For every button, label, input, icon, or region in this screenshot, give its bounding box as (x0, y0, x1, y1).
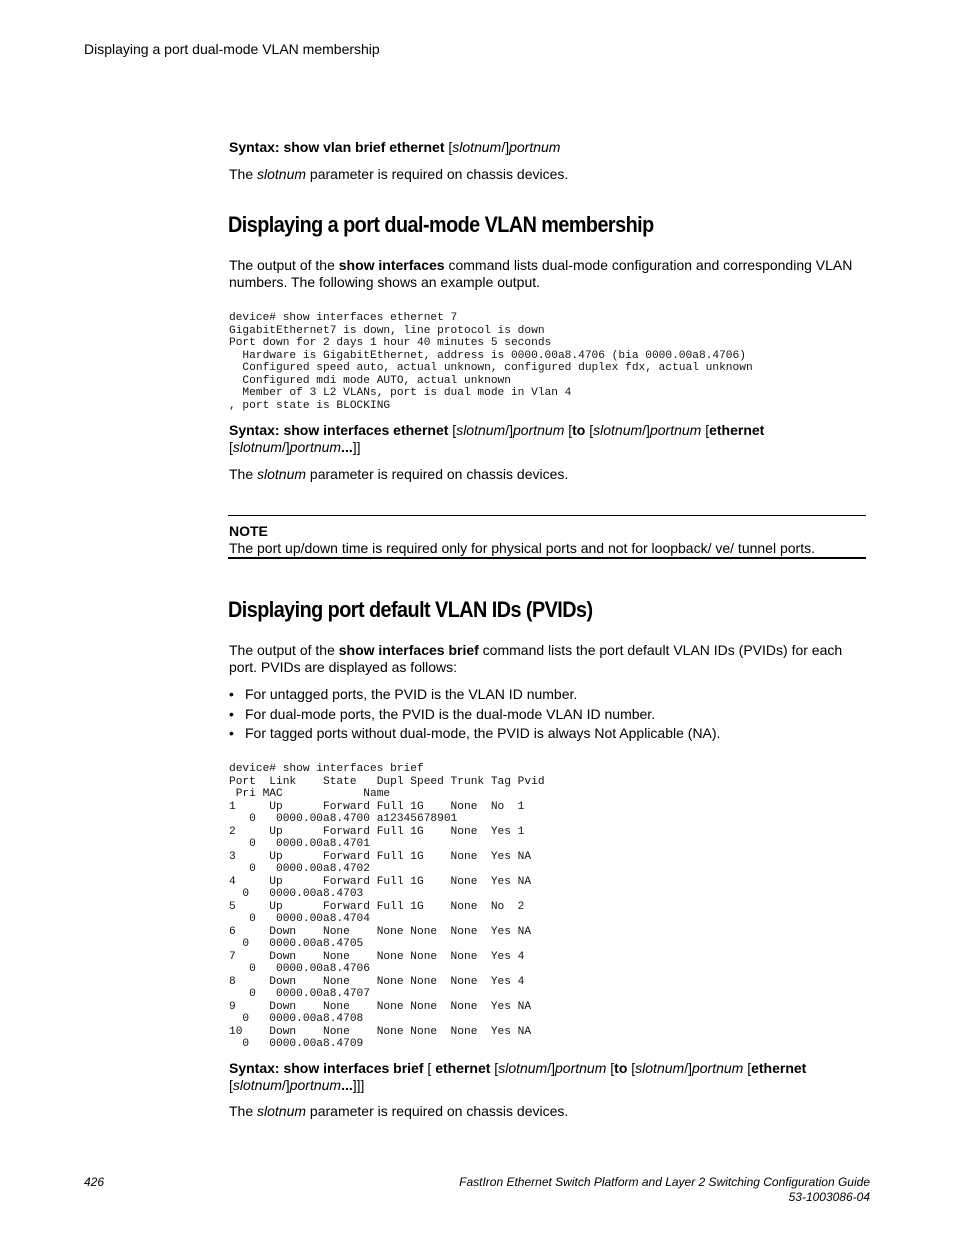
syntax-bracket: ]]] (352, 1077, 365, 1093)
text: The output of the (229, 257, 339, 273)
syntax-ellipsis: ... (341, 439, 353, 455)
doc-number: 53-1003086-04 (788, 1190, 870, 1204)
list-item-text: For dual-mode ports, the PVID is the dual-mode VLAN ID number. (245, 705, 656, 722)
syntax-param: portnum (691, 1060, 744, 1076)
text: The (229, 466, 258, 482)
syntax-keyword: ethernet (751, 1060, 807, 1076)
section-heading-pvids: Displaying port default VLAN IDs (PVIDs) (228, 597, 593, 622)
syntax-bracket: /] (281, 1077, 290, 1093)
param-name: slotnum (257, 166, 307, 182)
syntax-param: portnum (513, 422, 565, 438)
syntax-bracket: [ (229, 439, 233, 455)
syntax-command: Syntax: show vlan brief ethernet (229, 139, 445, 155)
running-header: Displaying a port dual-mode VLAN membership (84, 41, 380, 57)
syntax-bracket: [ (229, 1077, 233, 1093)
code-example-show-interfaces-ethernet: device# show interfaces ethernet 7 GigabitEthernet7 is down, line protocol is down Port down for 2 days 1 hour 40 minutes 5 seconds Hardware is GigabitEthernet, address is 0000.00a8.4706 (bia 0000.00a8.4706) Configured speed auto, actual unknown, configured duplex fdx, actual unknown Configured mdi mode AUTO, actual unknown Member of 3 L2 VLANs, port is dual mode in Vlan 4 , port state is BLOCKING (229, 312, 753, 412)
syntax-param: slotnum (452, 139, 502, 155)
syntax-keyword: ethernet (435, 1060, 491, 1076)
syntax-param: portnum (649, 422, 702, 438)
syntax-bracket: [ (444, 139, 453, 155)
text: The (229, 1103, 258, 1119)
syntax-bracket: [ (490, 1060, 499, 1076)
syntax-bracket: [ (701, 422, 710, 438)
slotnum-note-paragraph (229, 166, 869, 183)
syntax-bracket: [ (627, 1060, 636, 1076)
syntax-param: slotnum (593, 422, 643, 438)
bullet-icon: • (229, 725, 234, 741)
page-number: 426 (84, 1175, 105, 1189)
section2-intro (229, 642, 869, 676)
section1-intro (229, 257, 869, 291)
syntax-show-interfaces-ethernet (229, 422, 869, 456)
syntax-param: slotnum (498, 1060, 548, 1076)
syntax-param: portnum (555, 1060, 607, 1076)
syntax-param: slotnum (456, 422, 506, 438)
note-title: NOTE (229, 523, 268, 539)
section-heading-dual-mode: Displaying a port dual-mode VLAN membership (228, 212, 654, 237)
syntax-param: slotnum (635, 1060, 685, 1076)
syntax-param: portnum (509, 139, 561, 155)
note-top-rule (228, 515, 866, 516)
syntax-keyword: ethernet (709, 422, 765, 438)
syntax-bracket: /] (547, 1060, 556, 1076)
syntax-keyword: to (614, 1060, 628, 1076)
bullet-icon: • (229, 686, 234, 702)
syntax-bracket: [ (743, 1060, 752, 1076)
syntax-bracket: ]] (352, 439, 361, 455)
syntax-command: Syntax: show interfaces brief (229, 1060, 424, 1076)
text: command lists the port default VLAN IDs (PVIDs) for each port. PVIDs are displayed as follows: (229, 642, 843, 675)
text: parameter is required on chassis devices. (306, 466, 569, 482)
syntax-param: portnum (289, 1077, 342, 1093)
syntax-bracket: [ (585, 422, 594, 438)
syntax-bracket: /] (642, 422, 650, 438)
syntax-bracket: /] (501, 139, 510, 155)
list-item (229, 706, 869, 726)
syntax-bracket: /] (505, 422, 513, 438)
syntax-bracket: [ (423, 1060, 436, 1076)
text: parameter is required on chassis devices. (306, 1103, 569, 1119)
command-name: show interfaces (338, 257, 445, 273)
syntax-command: Syntax: show interfaces ethernet (229, 422, 449, 438)
text: The (229, 166, 258, 182)
slotnum-note-paragraph (229, 466, 869, 483)
note-text: The port up/down time is required only for physical ports and not for loopback/ ve/ tunnel ports. (229, 540, 815, 556)
syntax-param: slotnum (232, 1077, 282, 1093)
text: parameter is required on chassis devices. (306, 166, 569, 182)
list-item-text: For tagged ports without dual-mode, the PVID is always Not Applicable (NA). (245, 725, 721, 741)
note-bottom-rule (228, 557, 866, 559)
book-title: FastIron Ethernet Switch Platform and Layer 2 Switching Configuration Guide (459, 1175, 870, 1189)
syntax-bracket: [ (564, 422, 573, 438)
list-item-text: For untagged ports, the PVID is the VLAN ID number. (245, 686, 578, 702)
param-name: slotnum (257, 466, 307, 482)
slotnum-note-paragraph (229, 1103, 869, 1120)
param-name: slotnum (257, 1103, 307, 1119)
text: command lists dual-mode configuration and corresponding VLAN numbers. The following shows an example output. (229, 257, 853, 290)
syntax-param: portnum (289, 439, 342, 455)
syntax-bracket: /] (684, 1060, 692, 1076)
syntax-keyword: to (572, 422, 586, 438)
pvid-bullet-list (229, 686, 869, 745)
syntax-bracket: [ (448, 422, 457, 438)
syntax-bracket: /] (281, 439, 290, 455)
syntax-param: slotnum (232, 439, 282, 455)
text: The output of the (229, 642, 339, 658)
list-item (229, 686, 869, 706)
list-item (229, 725, 869, 745)
bullet-icon: • (229, 705, 234, 722)
syntax-show-vlan-brief (229, 139, 869, 156)
code-example-show-interfaces-brief: device# show interfaces brief Port Link State Dupl Speed Trunk Tag Pvid Pri MAC Name 1 Up Forward Full 1G None No 1 0 0000.00a8.4700 a12345678901 2 Up Forward Full 1G None Yes 1 0 0000.00a8.4701 3 Up Forward Full 1G None Yes NA 0 0000.00a8.4702 4 Up Forward Full 1G None Yes NA 0 0000.00a8.4703 5 Up Forward Full 1G None No 2 0 0000.00a8.4704 6 Down None None None None Yes NA 0 0000.00a8.4705 7 Down None None None None Yes 4 0 0000.00a8.4706 8 Down None None None None Yes 4 0 0000.00a8.4707 9 Down None None None None Yes NA 0 0000.00a8.4708 10 Down None None None None Yes NA 0 0000.00a8.4709 (229, 763, 545, 1050)
syntax-ellipsis: ... (341, 1077, 353, 1093)
command-name: show interfaces brief (338, 642, 479, 658)
syntax-show-interfaces-brief (229, 1060, 869, 1094)
syntax-bracket: [ (606, 1060, 615, 1076)
